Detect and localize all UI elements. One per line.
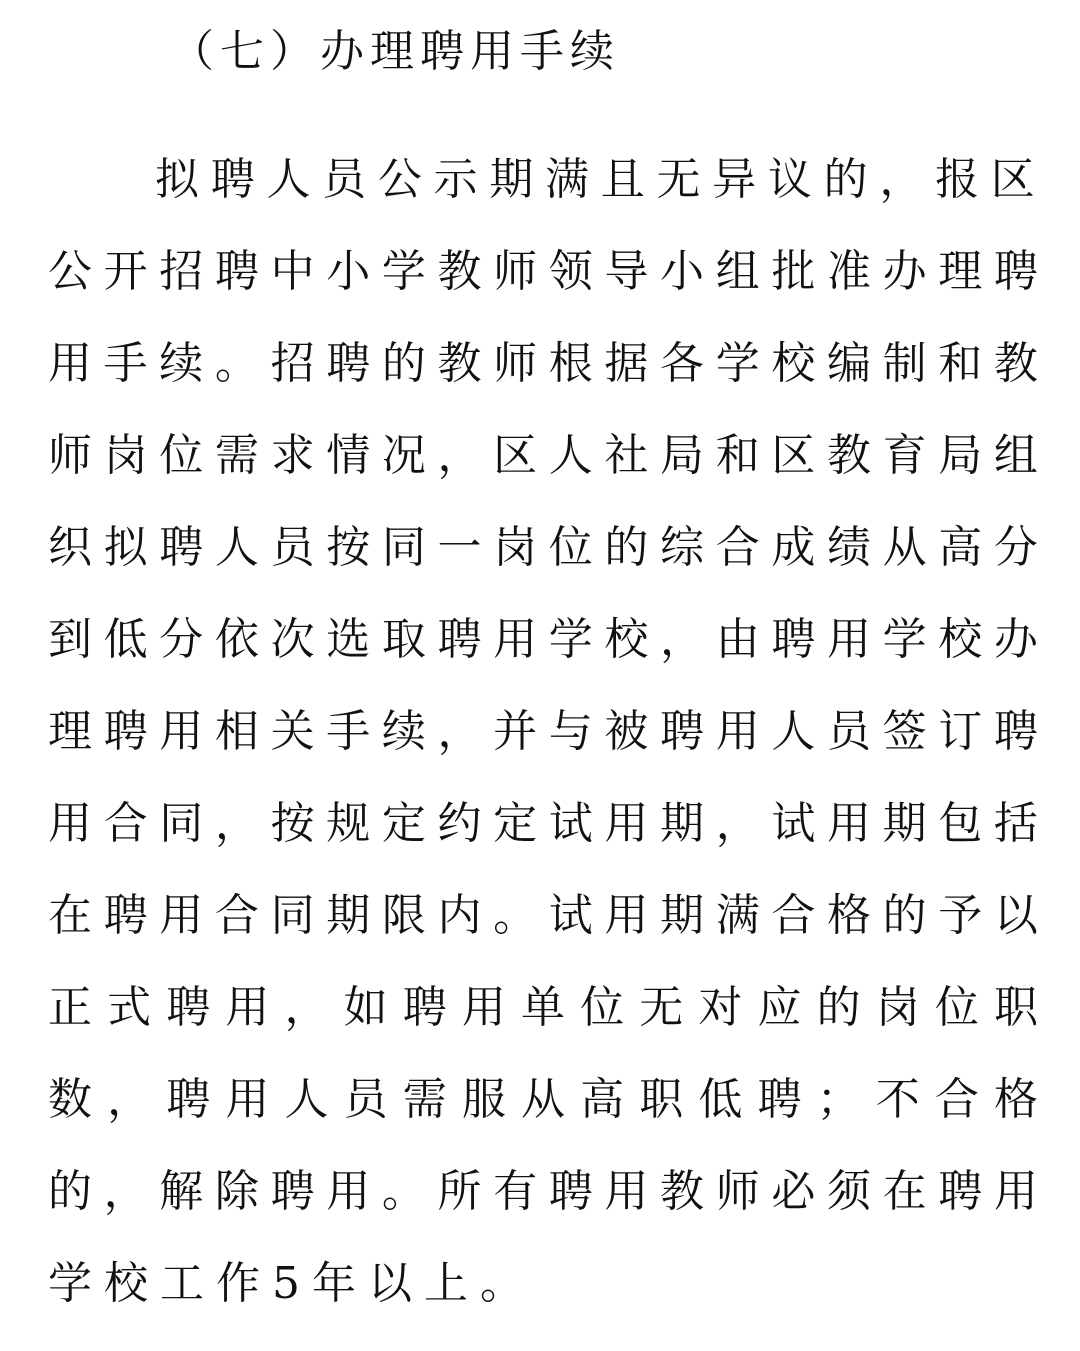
paragraph-line: 数 ， 聘 用 人 员 需 服 从 高 职 低 聘 ； 不 合 格 — [48, 1074, 1038, 1125]
paragraph-line: 学校工作5年以上。 — [48, 1258, 536, 1309]
paragraph-line: 在 聘 用 合 同 期 限 内 。 试 用 期 满 合 格 的 予 以 — [48, 890, 1038, 941]
paragraph-line: 理 聘 用 相 关 手 续 ， 并 与 被 聘 用 人 员 签 订 聘 — [48, 706, 1038, 757]
paragraph-line: 到 低 分 依 次 选 取 聘 用 学 校 ， 由 聘 用 学 校 办 — [48, 614, 1038, 665]
paragraph-line: 织 拟 聘 人 员 按 同 一 岗 位 的 综 合 成 绩 从 高 分 — [48, 522, 1038, 573]
paragraph-line: 公 开 招 聘 中 小 学 教 师 领 导 小 组 批 准 办 理 聘 — [48, 246, 1038, 297]
paragraph-line: 用 手 续 。 招 聘 的 教 师 根 据 各 学 校 编 制 和 教 — [48, 338, 1038, 389]
paragraph-line: 师 岗 位 需 求 情 况 ， 区 人 社 局 和 区 教 育 局 组 — [48, 430, 1038, 481]
paragraph-line: 拟 聘 人 员 公 示 期 满 且 无 异 议 的 ， 报 区 — [155, 154, 1035, 205]
paragraph-line: 的 ， 解 除 聘 用 。 所 有 聘 用 教 师 必 须 在 聘 用 — [48, 1166, 1038, 1217]
section-heading: （七）办理聘用手续 — [170, 26, 620, 77]
paragraph-line: 用 合 同 ， 按 规 定 约 定 试 用 期 ， 试 用 期 包 括 — [48, 798, 1038, 849]
paragraph-line: 正 式 聘 用 ， 如 聘 用 单 位 无 对 应 的 岗 位 职 — [48, 982, 1038, 1033]
